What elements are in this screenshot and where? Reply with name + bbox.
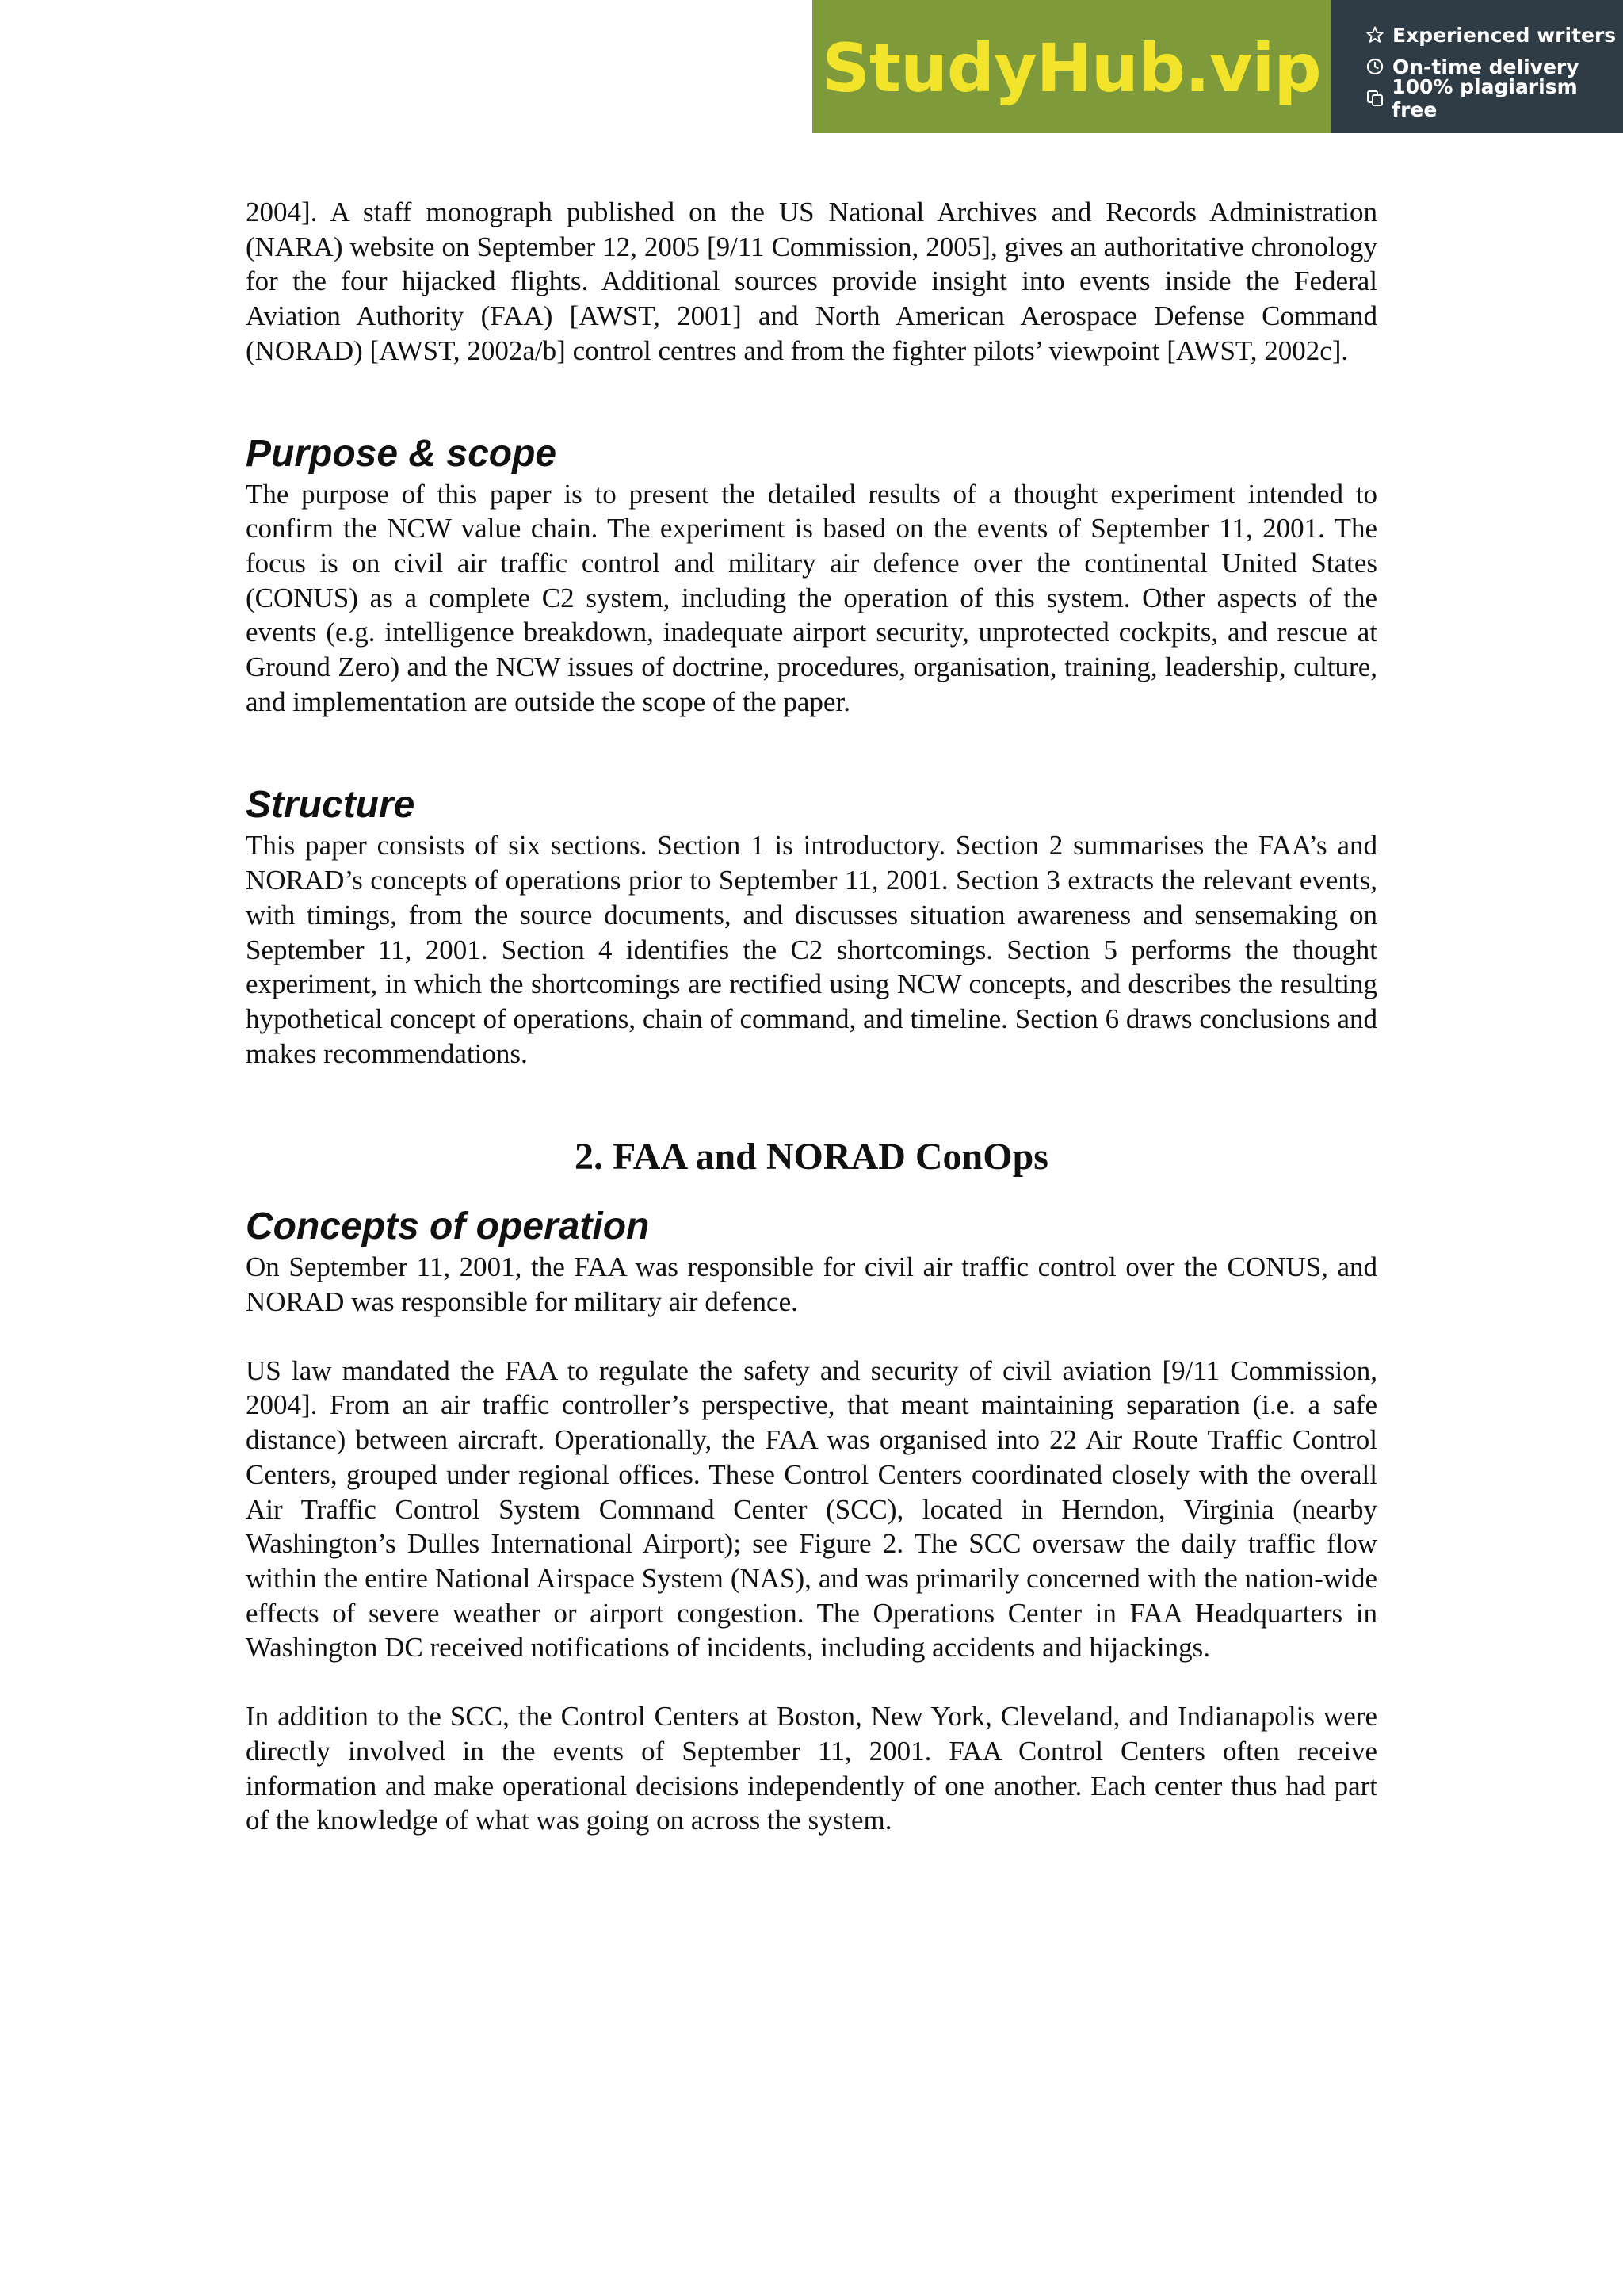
paper-page <box>246 195 1377 1838</box>
intro-paragraph: 2004]. A staff monograph published on the US National Archives and Records Administration (NARA) website on September 12, 2005 [9/11 Commission, 2005], gives an authoritative chronology for the four hijacked flights. Additional sources provide insight into events inside the Federal Aviation Authority (FAA) [AWST, 2001] and North American Aerospace Defense Command (NORAD) [AWST, 2002a/b] control centres and from the fighter pilots’ viewpoint [AWST, 2002c]. <box>246 197 1377 366</box>
studyhub-logo-text: StudyHub.vip <box>822 29 1321 107</box>
feature-experienced-writers <box>1364 19 1623 51</box>
clock-icon <box>1364 57 1386 76</box>
concepts-paragraph: On September 11, 2001, the FAA was responsible for civil air traffic control over the CONUS, and NORAD was responsible for military air defence. <box>246 1251 1377 1318</box>
feature-label: 100% plagiarism free <box>1392 75 1578 121</box>
purpose-paragraph: The purpose of this paper is to present the detailed results of a thought experiment intended to confirm the NCW value chain. The experiment is based on the events of September 11, 2001. The focus is on civil air traffic control and military air defence over the continental United States (CONUS) as a complete C2 system, including the operation of this system. Other aspects of the events (e.g. intelligence breakdown, inadequate airport security, unprotected cockpits, and rescue at Ground Zero) and the NCW issues of doctrine, procedures, organisation, training, leadership, culture, and implementation are outside the scope of the paper. <box>246 478 1377 717</box>
star-outline-icon <box>1364 25 1386 44</box>
purpose-heading: Purpose & scope <box>246 432 557 475</box>
feature-label: On-time delivery <box>1392 55 1579 78</box>
copy-document-icon <box>1364 89 1385 108</box>
concepts-paragraph: In addition to the SCC, the Control Centers at Boston, New York, Cleveland, and Indianapolis were directly involved in the events of September 11, 2001. FAA Control Centers often receive information and make operational decisions independently of one another. Each center thus had part of the knowledge of what was going on across the system. <box>246 1701 1377 1836</box>
feature-plagiarism-free <box>1364 75 1623 121</box>
structure-paragraph: This paper consists of six sections. Section 1 is introductory. Section 2 summarises the FAA’s and NORAD’s concepts of operations prior to September 11, 2001. Section 3 extracts the relevant events, with timings, from the source documents, and discusses situation awareness and sensemaking on September 11, 2001. Section 4 identifies the C2 shortcomings. Section 5 performs the thought experiment, in which the shortcomings are rectified using NCW concepts, and describes the resulting hypothetical concept of operations, chain of command, and timeline. Section 6 draws conclusions and makes recommendations. <box>246 830 1377 1069</box>
chapter-heading: 2. FAA and NORAD ConOps <box>575 1136 1048 1179</box>
studyhub-logo[interactable] <box>812 0 1331 133</box>
structure-heading: Structure <box>246 784 415 827</box>
banner-features <box>1331 0 1623 133</box>
concepts-paragraph: US law mandated the FAA to regulate the safety and security of civil aviation [9/11 Commission, 2004]. From an air traffic controller’s perspective, that meant maintaining separation (i.e. a safe distance) between aircraft. Operationally, the FAA was organised into 22 Air Route Traffic Control Centers, grouped under regional offices. These Control Centers coordinated closely with the overall Air Traffic Control System Command Center (SCC), located in Herndon, Virginia (nearby Washington’s Dulles International Airport); see Figure 2. The SCC oversaw the daily traffic flow within the entire National Airspace System (NAS), and was primarily concerned with the nation-wide effects of severe weather or airport congestion. The Operations Center in FAA Headquarters in Washington DC received notifications of incidents, including accidents and hijackings. <box>246 1354 1377 1664</box>
studyhub-banner[interactable] <box>812 0 1623 133</box>
concepts-heading: Concepts of operation <box>246 1205 650 1248</box>
feature-label: Experienced writers <box>1392 23 1617 47</box>
